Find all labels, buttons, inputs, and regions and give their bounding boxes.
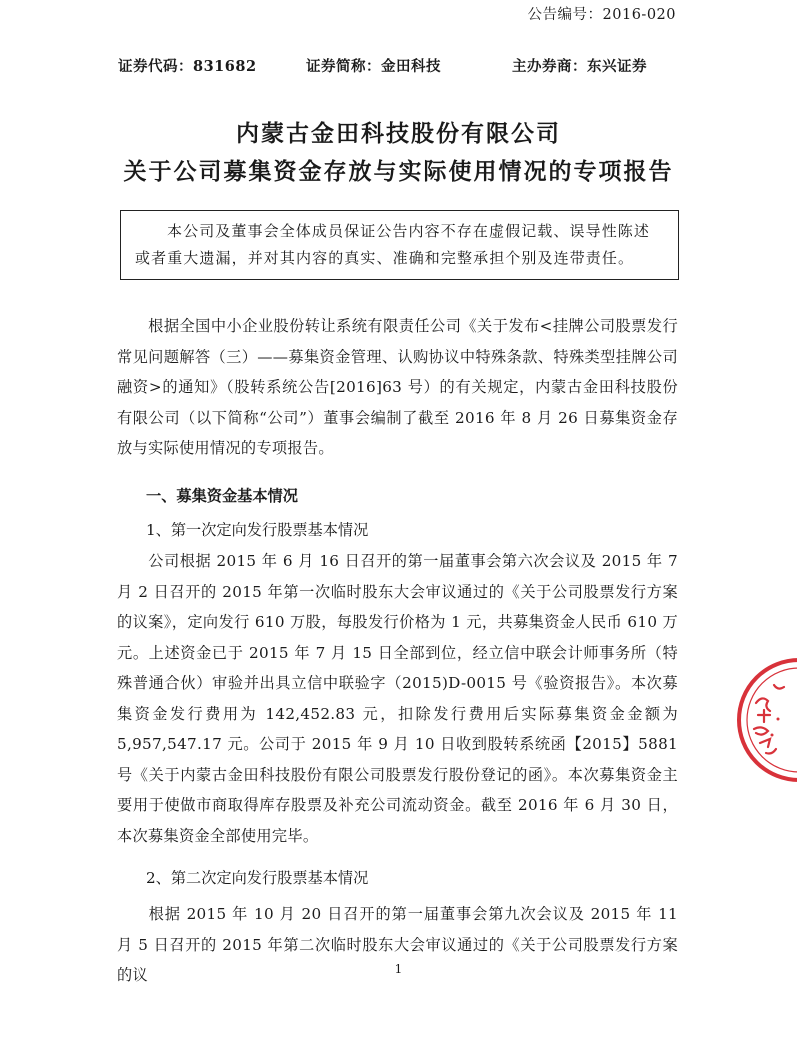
company-seal-icon [734, 655, 797, 785]
sub1-paragraph: 公司根据 2015 年 6 月 16 日召开的第一届董事会第六次会议及 2015 年 7 月 2 日召开的 2015 年第一次临时股东大会审议通过的《关于公司股票发行方案的议案》，定向发行 610 万股，每股发行价格为 1 元，共募集资金人民币 610 万元。上述资金已于 2015 年 7 月 15 日全部到位，经立信中联会计师事务所（特殊普通合伙）审验并出具立信中联验字（2015)D-0015 号《验资报告》。本次募集资金发行费用为 142,452.83 元，扣除发行费用后实际募集资金金额为 5,957,547.17 元。公司于 2015 年 9 月 10 日收到股转系统函【2015】5881 号《关于内蒙古金田科技股份有限公司股票发行股份登记的函》。本次募集资金主要用于使做市商取得库存股票及补充公司流动资金。截至 2016 年 6 月 30 日，本次募集资金全部使用完毕。 [117, 552, 678, 845]
stock-abbr: 证券简称：金田科技 [306, 58, 441, 75]
stock-code: 证券代码：831682 [118, 58, 257, 75]
sub2-heading: 2、第二次定向发行股票基本情况 [146, 869, 369, 887]
page-number: 1 [394, 962, 403, 976]
sub2-paragraph: 根据 2015 年 10 月 20 日召开的第一届董事会第九次会议及 2015 年 11 月 5 日召开的 2015 年第二次临时股东大会审议通过的《关于公司股票发行方案的议 [117, 905, 678, 984]
sub1-heading: 1、第一次定向发行股票基本情况 [146, 521, 369, 539]
statement-text: 本公司及董事会全体成员保证公告内容不存在虚假记载、误导性陈述或者重大遗漏，并对其内容的真实、准确和完整承担个别及连带责任。 [135, 222, 651, 267]
notice-number: 公告编号：2016-020 [527, 7, 676, 23]
title-line-2: 关于公司募集资金存放与实际使用情况的专项报告 [123, 158, 674, 185]
section1-heading: 一、募集资金基本情况 [146, 487, 298, 505]
title-line-1: 内蒙古金田科技股份有限公司 [236, 120, 561, 147]
statement-box [120, 210, 679, 280]
sponsor: 主办券商：东兴证券 [512, 58, 647, 75]
intro-paragraph: 根据全国中小企业股份转让系统有限责任公司《关于发布<挂牌公司股票发行常见问题解答（三）——募集资金管理、认购协议中特殊条款、特殊类型挂牌公司融资>的通知》（股转系统公告[2016]63 号）的有关规定，内蒙古金田科技股份有限公司（以下简称“公司”）董事会编制了截至 2016 年 8 月 26 日募集资金存放与实际使用情况的专项报告。 [117, 317, 678, 457]
